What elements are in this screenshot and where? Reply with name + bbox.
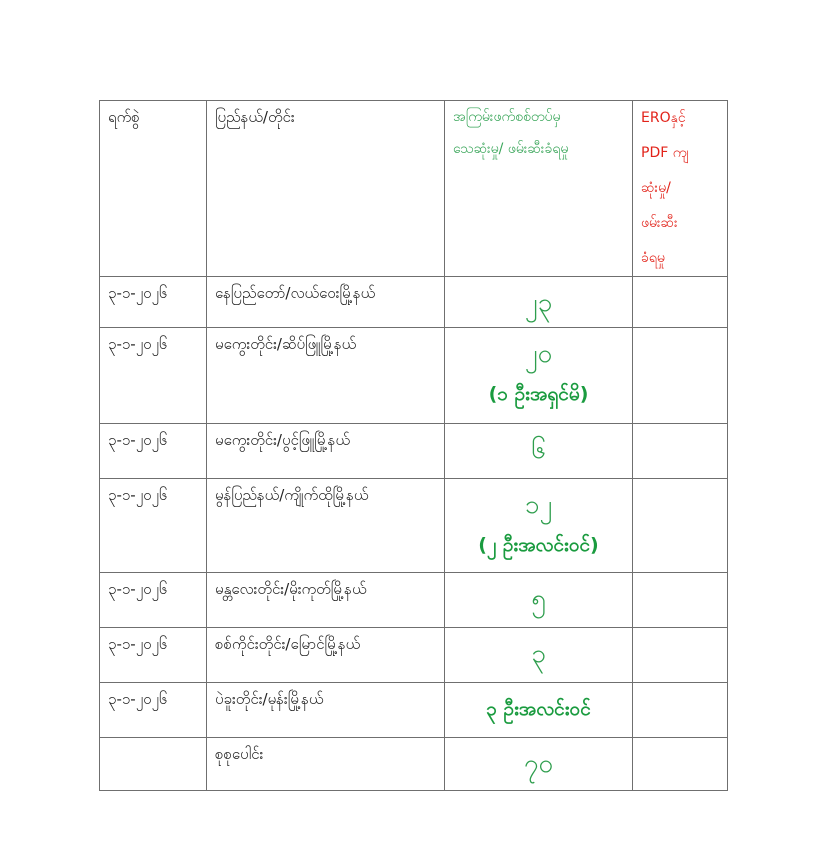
row-count: ၃ (531, 639, 546, 669)
header-ero-line1: EROနှင့် (641, 110, 686, 126)
row-ero-cell (633, 479, 728, 573)
row-count: ၁၂ (524, 490, 553, 520)
row-ero-cell (633, 683, 728, 738)
header-count-line2: သေဆုံးမှု/ ဖမ်းဆီးခံရမှု (453, 141, 569, 157)
row-count: ၆ (531, 435, 546, 465)
row-place: မွန်ပြည်နယ်/ကျိုက်ထိုမြို့နယ် (215, 486, 369, 504)
total-value: ၇၀ (523, 749, 554, 779)
row-note: (၁ ဦးအရှင်မိ) (488, 383, 589, 405)
table-row (100, 424, 728, 479)
row-date: ၃-၁-၂၀၂၆ (108, 486, 168, 504)
row-place: ပဲခူးတိုင်း/မုန်းမြို့နယ် (215, 690, 324, 708)
row-count: ၅ (531, 584, 546, 614)
row-place: စစ်ကိုင်းတိုင်း/မြောင်မြို့နယ် (215, 635, 361, 653)
row-count: ၂၃ (524, 288, 553, 318)
row-date: ၃-၁-၂၀၂၆ (108, 580, 168, 598)
table-row (100, 479, 728, 573)
header-row (100, 101, 728, 277)
row-place: နေပြည်တော်/လယ်ဝေးမြို့နယ် (215, 284, 376, 302)
row-ero-cell (633, 628, 728, 683)
table-row (100, 628, 728, 683)
row-date: ၃-၁-၂၀၂၆ (108, 335, 168, 353)
total-label: စုစုပေါင်း (215, 745, 264, 763)
row-count: ၂၀ (524, 339, 553, 369)
row-place: မန္တလေးတိုင်း/မိုးကုတ်မြို့နယ် (215, 580, 367, 598)
row-note: (၂ ဦးအလင်းဝင်) (478, 534, 599, 556)
header-ero-line4: ဖမ်းဆီး (641, 215, 678, 231)
table-row (100, 573, 728, 628)
header-region: ပြည်နယ်/တိုင်း (207, 101, 445, 277)
row-ero-cell (633, 277, 728, 328)
total-ero-cell (633, 738, 728, 791)
row-date: ၃-၁-၂၀၂၆ (108, 635, 168, 653)
table-row (100, 277, 728, 328)
total-row (100, 738, 728, 791)
header-ero-line2: PDF ကျ (641, 145, 689, 161)
row-date: ၃-၁-၂၀၂၆ (108, 431, 168, 449)
header-date: ရက်စွဲ (100, 101, 207, 277)
header-ero-line5: ခံရမှု (641, 250, 665, 266)
header-ero-line3: ဆုံးမှု/ (641, 180, 671, 196)
row-ero-cell (633, 328, 728, 424)
row-ero-cell (633, 424, 728, 479)
header-count-line1: အကြမ်းဖက်စစ်တပ်မှ (453, 109, 561, 125)
header-military-casualties (445, 101, 633, 277)
row-place: မကွေးတိုင်း/ပွင့်ဖြူမြို့နယ် (215, 431, 350, 449)
header-ero-casualties (633, 101, 728, 277)
casualty-table (99, 100, 728, 791)
row-place: မကွေးတိုင်း/ဆိပ်ဖြူမြို့နယ် (215, 335, 357, 353)
row-note: ၃ ဦးအလင်းဝင် (486, 698, 591, 720)
table-row (100, 328, 728, 424)
table-row (100, 683, 728, 738)
row-ero-cell (633, 573, 728, 628)
row-date: ၃-၁-၂၀၂၆ (108, 690, 168, 708)
row-date: ၃-၁-၂၀၂၆ (108, 284, 168, 302)
total-date-cell (100, 738, 207, 791)
